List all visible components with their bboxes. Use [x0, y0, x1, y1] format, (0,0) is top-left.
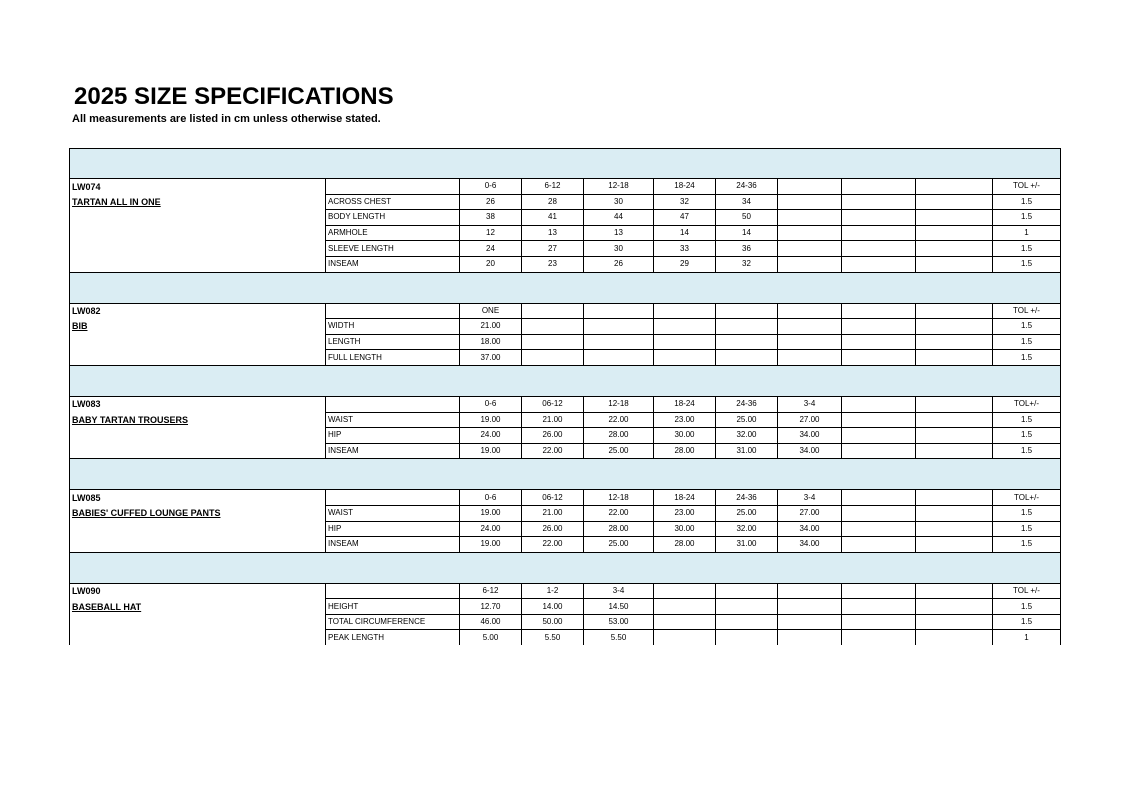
measurement-value: 26 [584, 256, 654, 272]
measurement-value [778, 630, 842, 645]
measurement-value: 36 [716, 241, 778, 257]
measurement-value: 28.00 [584, 428, 654, 444]
measurement-value [916, 241, 993, 257]
measurement-value [916, 521, 993, 537]
section-band-cell [70, 459, 1061, 490]
tolerance-value: 1.5 [993, 599, 1061, 615]
measurement-value [842, 505, 916, 521]
size-label [916, 179, 993, 195]
measurement-value: 53.00 [584, 614, 654, 630]
size-label [916, 303, 993, 319]
measurement-label: ACROSS CHEST [326, 194, 460, 210]
tolerance-value: 1.5 [993, 256, 1061, 272]
product-name-blank [70, 614, 326, 630]
size-label: 6-12 [522, 179, 584, 195]
measurement-value [842, 350, 916, 366]
product-code: LW082 [70, 303, 326, 319]
measurement-label: HIP [326, 428, 460, 444]
size-label: 18-24 [654, 490, 716, 506]
tolerance-value: 1.5 [993, 521, 1061, 537]
section-band-cell [70, 552, 1061, 583]
measurement-value [716, 614, 778, 630]
tolerance-label: TOL+/- [993, 396, 1061, 412]
size-label: 6-12 [460, 583, 522, 599]
measurement-value: 28.00 [654, 443, 716, 459]
size-label: 18-24 [654, 179, 716, 195]
size-label: 18-24 [654, 396, 716, 412]
measurement-value: 34 [716, 194, 778, 210]
size-label [716, 583, 778, 599]
size-label: 0-6 [460, 179, 522, 195]
tolerance-value: 1.5 [993, 537, 1061, 553]
section-band [70, 149, 1061, 179]
measurement-value: 26 [460, 194, 522, 210]
measurement-value: 19.00 [460, 537, 522, 553]
size-label [842, 179, 916, 195]
tolerance-label: TOL+/- [993, 490, 1061, 506]
section-band [70, 365, 1061, 396]
measurement-value [842, 225, 916, 241]
measurement-row [70, 630, 1061, 645]
measurement-value: 34.00 [778, 428, 842, 444]
section-band [70, 272, 1061, 303]
measurement-row [70, 537, 1061, 553]
measurement-value [716, 334, 778, 350]
size-label: 3-4 [778, 396, 842, 412]
measurement-value: 30.00 [654, 521, 716, 537]
measurement-value: 22.00 [584, 505, 654, 521]
tolerance-label: TOL +/- [993, 179, 1061, 195]
size-label [778, 179, 842, 195]
measurement-value [778, 319, 842, 335]
measurement-header-blank [326, 583, 460, 599]
measurement-value [842, 614, 916, 630]
measurement-value: 28.00 [584, 521, 654, 537]
measurement-value: 28.00 [654, 537, 716, 553]
product-name: TARTAN ALL IN ONE [70, 194, 326, 210]
measurement-value: 37.00 [460, 350, 522, 366]
measurement-value: 41 [522, 210, 584, 226]
product-name-blank [70, 241, 326, 257]
measurement-row [70, 350, 1061, 366]
measurement-label: WIDTH [326, 319, 460, 335]
measurement-label: INSEAM [326, 443, 460, 459]
measurement-value: 14 [654, 225, 716, 241]
measurement-value [916, 630, 993, 645]
measurement-header-blank [326, 396, 460, 412]
product-code: LW085 [70, 490, 326, 506]
size-label [778, 303, 842, 319]
measurement-value: 29 [654, 256, 716, 272]
product-name-blank [70, 210, 326, 226]
measurement-value [716, 599, 778, 615]
tolerance-value: 1.5 [993, 614, 1061, 630]
measurement-value: 5.50 [522, 630, 584, 645]
measurement-value: 13 [522, 225, 584, 241]
measurement-label: WAIST [326, 412, 460, 428]
measurement-value: 23 [522, 256, 584, 272]
measurement-label: INSEAM [326, 537, 460, 553]
measurement-value: 50.00 [522, 614, 584, 630]
measurement-value [654, 350, 716, 366]
measurement-value [842, 210, 916, 226]
size-label [778, 583, 842, 599]
measurement-value: 30.00 [654, 428, 716, 444]
size-label: 24-36 [716, 490, 778, 506]
measurement-value [778, 225, 842, 241]
size-label [842, 490, 916, 506]
size-header-row [70, 583, 1061, 599]
measurement-value [654, 630, 716, 645]
section-band-cell [70, 272, 1061, 303]
measurement-value: 32.00 [716, 428, 778, 444]
measurement-value [654, 319, 716, 335]
measurement-value [842, 443, 916, 459]
measurement-value: 18.00 [460, 334, 522, 350]
tolerance-value: 1 [993, 630, 1061, 645]
product-name: BABIES' CUFFED LOUNGE PANTS [70, 505, 326, 521]
measurement-value: 12 [460, 225, 522, 241]
measurement-row [70, 225, 1061, 241]
measurement-value [916, 537, 993, 553]
product-name-blank [70, 630, 326, 645]
measurement-label: INSEAM [326, 256, 460, 272]
measurement-value: 14.50 [584, 599, 654, 615]
measurement-value: 33 [654, 241, 716, 257]
size-spec-table [69, 148, 1061, 645]
size-label: 0-6 [460, 396, 522, 412]
measurement-value [916, 350, 993, 366]
measurement-value [778, 614, 842, 630]
size-label: 12-18 [584, 490, 654, 506]
measurement-value: 27 [522, 241, 584, 257]
measurement-row [70, 210, 1061, 226]
section-band-cell [70, 365, 1061, 396]
size-label [916, 583, 993, 599]
size-header-row [70, 490, 1061, 506]
product-name-blank [70, 225, 326, 241]
measurement-value: 13 [584, 225, 654, 241]
measurement-label: SLEEVE LENGTH [326, 241, 460, 257]
product-code: LW090 [70, 583, 326, 599]
measurement-value: 30 [584, 194, 654, 210]
measurement-value [778, 194, 842, 210]
tolerance-value: 1.5 [993, 428, 1061, 444]
measurement-value [716, 630, 778, 645]
measurement-value [716, 319, 778, 335]
measurement-value [584, 334, 654, 350]
measurement-value [842, 521, 916, 537]
measurement-value [916, 256, 993, 272]
measurement-value [778, 256, 842, 272]
measurement-value: 19.00 [460, 505, 522, 521]
size-label: 24-36 [716, 179, 778, 195]
measurement-row [70, 521, 1061, 537]
section-band [70, 552, 1061, 583]
measurement-value [842, 537, 916, 553]
product-name: BASEBALL HAT [70, 599, 326, 615]
measurement-value [778, 334, 842, 350]
measurement-label: FULL LENGTH [326, 350, 460, 366]
size-header-row [70, 179, 1061, 195]
size-label [842, 396, 916, 412]
size-label: ONE [460, 303, 522, 319]
measurement-value: 50 [716, 210, 778, 226]
section-band-cell [70, 149, 1061, 179]
measurement-value: 27.00 [778, 412, 842, 428]
measurement-value: 26.00 [522, 521, 584, 537]
size-label: 06-12 [522, 490, 584, 506]
product-name: BABY TARTAN TROUSERS [70, 412, 326, 428]
size-label [584, 303, 654, 319]
size-header-row [70, 396, 1061, 412]
measurement-value [522, 319, 584, 335]
measurement-value: 44 [584, 210, 654, 226]
measurement-value [584, 350, 654, 366]
size-label: 24-36 [716, 396, 778, 412]
measurement-value [522, 334, 584, 350]
size-label [654, 303, 716, 319]
tolerance-label: TOL +/- [993, 303, 1061, 319]
measurement-value [842, 599, 916, 615]
measurement-header-blank [326, 179, 460, 195]
tolerance-value: 1.5 [993, 194, 1061, 210]
measurement-value [916, 443, 993, 459]
measurement-value [842, 412, 916, 428]
measurement-row [70, 256, 1061, 272]
measurement-value: 30 [584, 241, 654, 257]
measurement-row [70, 505, 1061, 521]
measurement-label: PEAK LENGTH [326, 630, 460, 645]
product-name-blank [70, 256, 326, 272]
tolerance-value: 1 [993, 225, 1061, 241]
measurement-label: WAIST [326, 505, 460, 521]
measurement-value: 21.00 [522, 412, 584, 428]
measurement-value: 24 [460, 241, 522, 257]
size-label [916, 396, 993, 412]
measurement-value: 25.00 [716, 412, 778, 428]
product-name-blank [70, 334, 326, 350]
measurement-value [584, 319, 654, 335]
measurement-value: 22.00 [522, 537, 584, 553]
measurement-row [70, 319, 1061, 335]
measurement-row [70, 443, 1061, 459]
measurement-row [70, 428, 1061, 444]
measurement-value: 26.00 [522, 428, 584, 444]
measurement-value [654, 599, 716, 615]
measurement-value [654, 334, 716, 350]
size-label [842, 303, 916, 319]
measurement-value [654, 614, 716, 630]
measurement-header-blank [326, 303, 460, 319]
measurement-value [842, 241, 916, 257]
size-label: 3-4 [584, 583, 654, 599]
measurement-value: 38 [460, 210, 522, 226]
measurement-value [522, 350, 584, 366]
product-name: BIB [70, 319, 326, 335]
measurement-value: 19.00 [460, 412, 522, 428]
tolerance-value: 1.5 [993, 443, 1061, 459]
measurement-value: 31.00 [716, 537, 778, 553]
size-label [842, 583, 916, 599]
measurement-value: 34.00 [778, 443, 842, 459]
measurement-row [70, 334, 1061, 350]
product-name-blank [70, 521, 326, 537]
measurement-row [70, 194, 1061, 210]
size-header-row [70, 303, 1061, 319]
product-name-blank [70, 350, 326, 366]
measurement-value [842, 319, 916, 335]
measurement-row [70, 412, 1061, 428]
measurement-value [842, 428, 916, 444]
size-label [916, 490, 993, 506]
tolerance-label: TOL +/- [993, 583, 1061, 599]
measurement-value: 27.00 [778, 505, 842, 521]
tolerance-value: 1.5 [993, 241, 1061, 257]
measurement-value: 21.00 [460, 319, 522, 335]
measurement-value: 24.00 [460, 521, 522, 537]
measurement-value: 34.00 [778, 521, 842, 537]
measurement-value [778, 599, 842, 615]
measurement-value: 22.00 [584, 412, 654, 428]
measurement-value: 47 [654, 210, 716, 226]
page-subtitle: All measurements are listed in cm unless otherwise stated. [72, 113, 381, 125]
size-label: 3-4 [778, 490, 842, 506]
measurement-value [778, 210, 842, 226]
measurement-value: 28 [522, 194, 584, 210]
measurement-value: 23.00 [654, 505, 716, 521]
measurement-value [916, 599, 993, 615]
measurement-value [916, 319, 993, 335]
measurement-value: 5.50 [584, 630, 654, 645]
measurement-value: 25.00 [716, 505, 778, 521]
tolerance-value: 1.5 [993, 350, 1061, 366]
measurement-value: 23.00 [654, 412, 716, 428]
measurement-value [842, 194, 916, 210]
measurement-value [842, 256, 916, 272]
measurement-header-blank [326, 490, 460, 506]
section-band [70, 459, 1061, 490]
measurement-value [916, 505, 993, 521]
size-label: 1-2 [522, 583, 584, 599]
measurement-row [70, 241, 1061, 257]
measurement-value: 5.00 [460, 630, 522, 645]
measurement-value [916, 194, 993, 210]
size-label [716, 303, 778, 319]
measurement-value: 34.00 [778, 537, 842, 553]
measurement-value [916, 225, 993, 241]
tolerance-value: 1.5 [993, 319, 1061, 335]
measurement-value [716, 350, 778, 366]
measurement-value: 32 [716, 256, 778, 272]
measurement-value [778, 350, 842, 366]
measurement-label: TOTAL CIRCUMFERENCE [326, 614, 460, 630]
tolerance-value: 1.5 [993, 505, 1061, 521]
measurement-value: 12.70 [460, 599, 522, 615]
measurement-value [916, 428, 993, 444]
tolerance-value: 1.5 [993, 412, 1061, 428]
measurement-value: 14 [716, 225, 778, 241]
size-label [654, 583, 716, 599]
measurement-value: 25.00 [584, 443, 654, 459]
measurement-value: 24.00 [460, 428, 522, 444]
measurement-row [70, 599, 1061, 615]
measurement-value: 19.00 [460, 443, 522, 459]
page-title: 2025 SIZE SPECIFICATIONS [74, 83, 394, 110]
measurement-value: 25.00 [584, 537, 654, 553]
product-name-blank [70, 443, 326, 459]
measurement-label: BODY LENGTH [326, 210, 460, 226]
measurement-label: HEIGHT [326, 599, 460, 615]
measurement-value [842, 334, 916, 350]
measurement-value: 46.00 [460, 614, 522, 630]
measurement-label: ARMHOLE [326, 225, 460, 241]
product-code: LW083 [70, 396, 326, 412]
tolerance-value: 1.5 [993, 334, 1061, 350]
size-label: 0-6 [460, 490, 522, 506]
size-label: 06-12 [522, 396, 584, 412]
measurement-value: 32.00 [716, 521, 778, 537]
measurement-value [916, 210, 993, 226]
measurement-value: 31.00 [716, 443, 778, 459]
size-label: 12-18 [584, 179, 654, 195]
measurement-label: LENGTH [326, 334, 460, 350]
measurement-value [916, 614, 993, 630]
size-label [522, 303, 584, 319]
measurement-row [70, 614, 1061, 630]
size-label: 12-18 [584, 396, 654, 412]
product-name-blank [70, 537, 326, 553]
measurement-value [842, 630, 916, 645]
product-name-blank [70, 428, 326, 444]
measurement-value: 21.00 [522, 505, 584, 521]
measurement-value [916, 412, 993, 428]
measurement-value [778, 241, 842, 257]
product-code: LW074 [70, 179, 326, 195]
tolerance-value: 1.5 [993, 210, 1061, 226]
measurement-value: 32 [654, 194, 716, 210]
measurement-value: 22.00 [522, 443, 584, 459]
measurement-value: 20 [460, 256, 522, 272]
measurement-value [916, 334, 993, 350]
measurement-label: HIP [326, 521, 460, 537]
measurement-value: 14.00 [522, 599, 584, 615]
